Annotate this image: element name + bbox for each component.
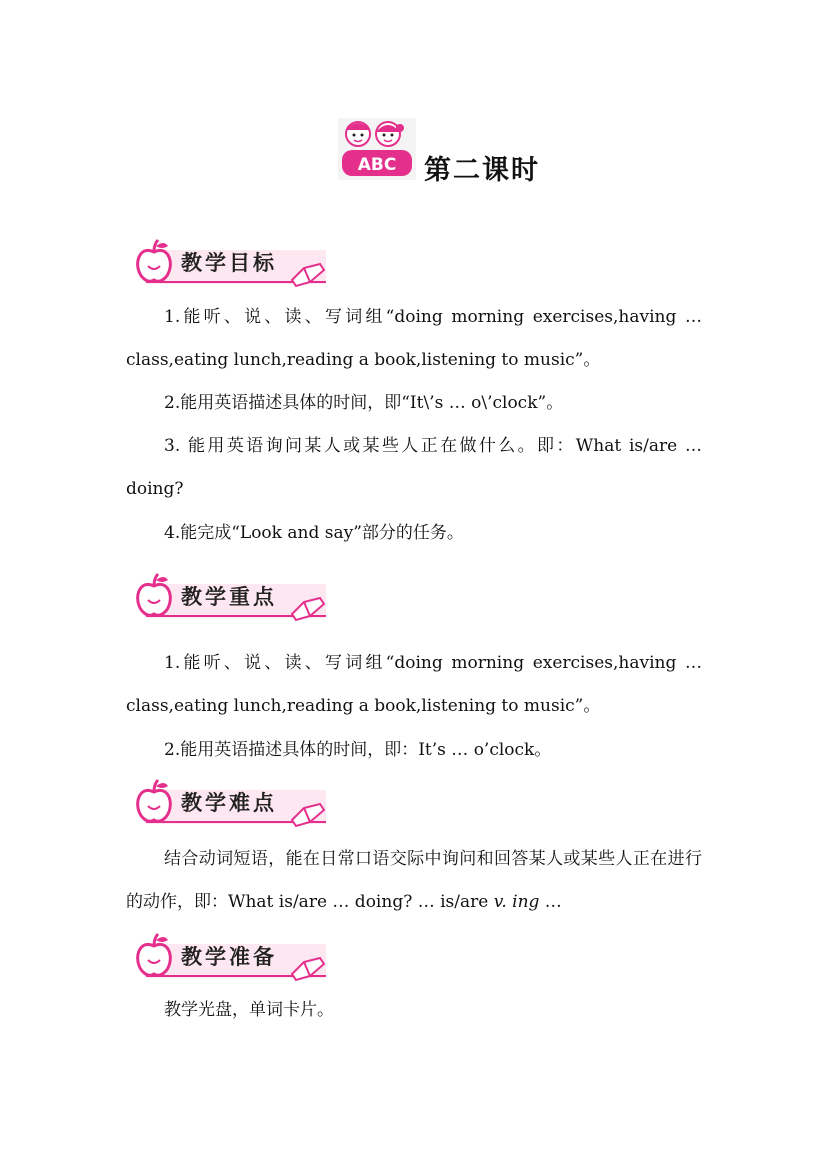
paragraph: 3. 能用英语询问某人或某些人正在做什么。即：What is/are … doing? (126, 436, 702, 499)
paragraph: 2.能用英语描述具体的时间，即“It\’s … o\’clock”。 (164, 393, 564, 413)
paragraph: 教学光盘，单词卡片。 (164, 1000, 334, 1020)
paragraph: 1.能听、说、读、写词组“doing morning exercises,having … class,eating lunch,reading a book,listening to music”。 (126, 307, 702, 370)
pen-hand-icon (290, 596, 326, 622)
apple-icon (134, 238, 174, 286)
section-label: 教学难点 (181, 791, 277, 815)
section-header-difficulties (128, 776, 328, 830)
paragraph: 4.能完成“Look and say”部分的任务。 (164, 523, 464, 543)
apple-icon (134, 572, 174, 620)
section-label: 教学准备 (181, 945, 277, 969)
paragraph-text: … (539, 892, 562, 912)
pen-hand-icon (290, 956, 326, 982)
pen-hand-icon (290, 262, 326, 288)
svg-text:ABC: ABC (357, 155, 397, 175)
section-header-preparation (128, 930, 328, 984)
paragraph: 2.能用英语描述具体的时间，即：It’s … o’clock。 (164, 740, 552, 760)
paragraph-text: 结合动词短语，能在日常口语交际中询问和回答某人或某些人正在进行的动作，即：What is/are … doing? … is/are (126, 849, 702, 912)
abc-kids-logo-icon (336, 112, 418, 182)
verb-ing-term: v. ing (493, 892, 540, 912)
pen-hand-icon (290, 802, 326, 828)
section-header-key-points (128, 570, 328, 624)
section-header-objectives (128, 236, 328, 290)
paragraph: 1.能听、说、读、写词组“doing morning exercises,having … class,eating lunch,reading a book,listening to music”。 (126, 653, 702, 716)
apple-icon (134, 932, 174, 980)
section-label: 教学重点 (181, 585, 277, 609)
page-title-block (336, 112, 556, 186)
paragraph (126, 838, 702, 924)
apple-icon (134, 778, 174, 826)
page-title: 第二课时 (424, 155, 540, 186)
section-label: 教学目标 (181, 251, 277, 275)
